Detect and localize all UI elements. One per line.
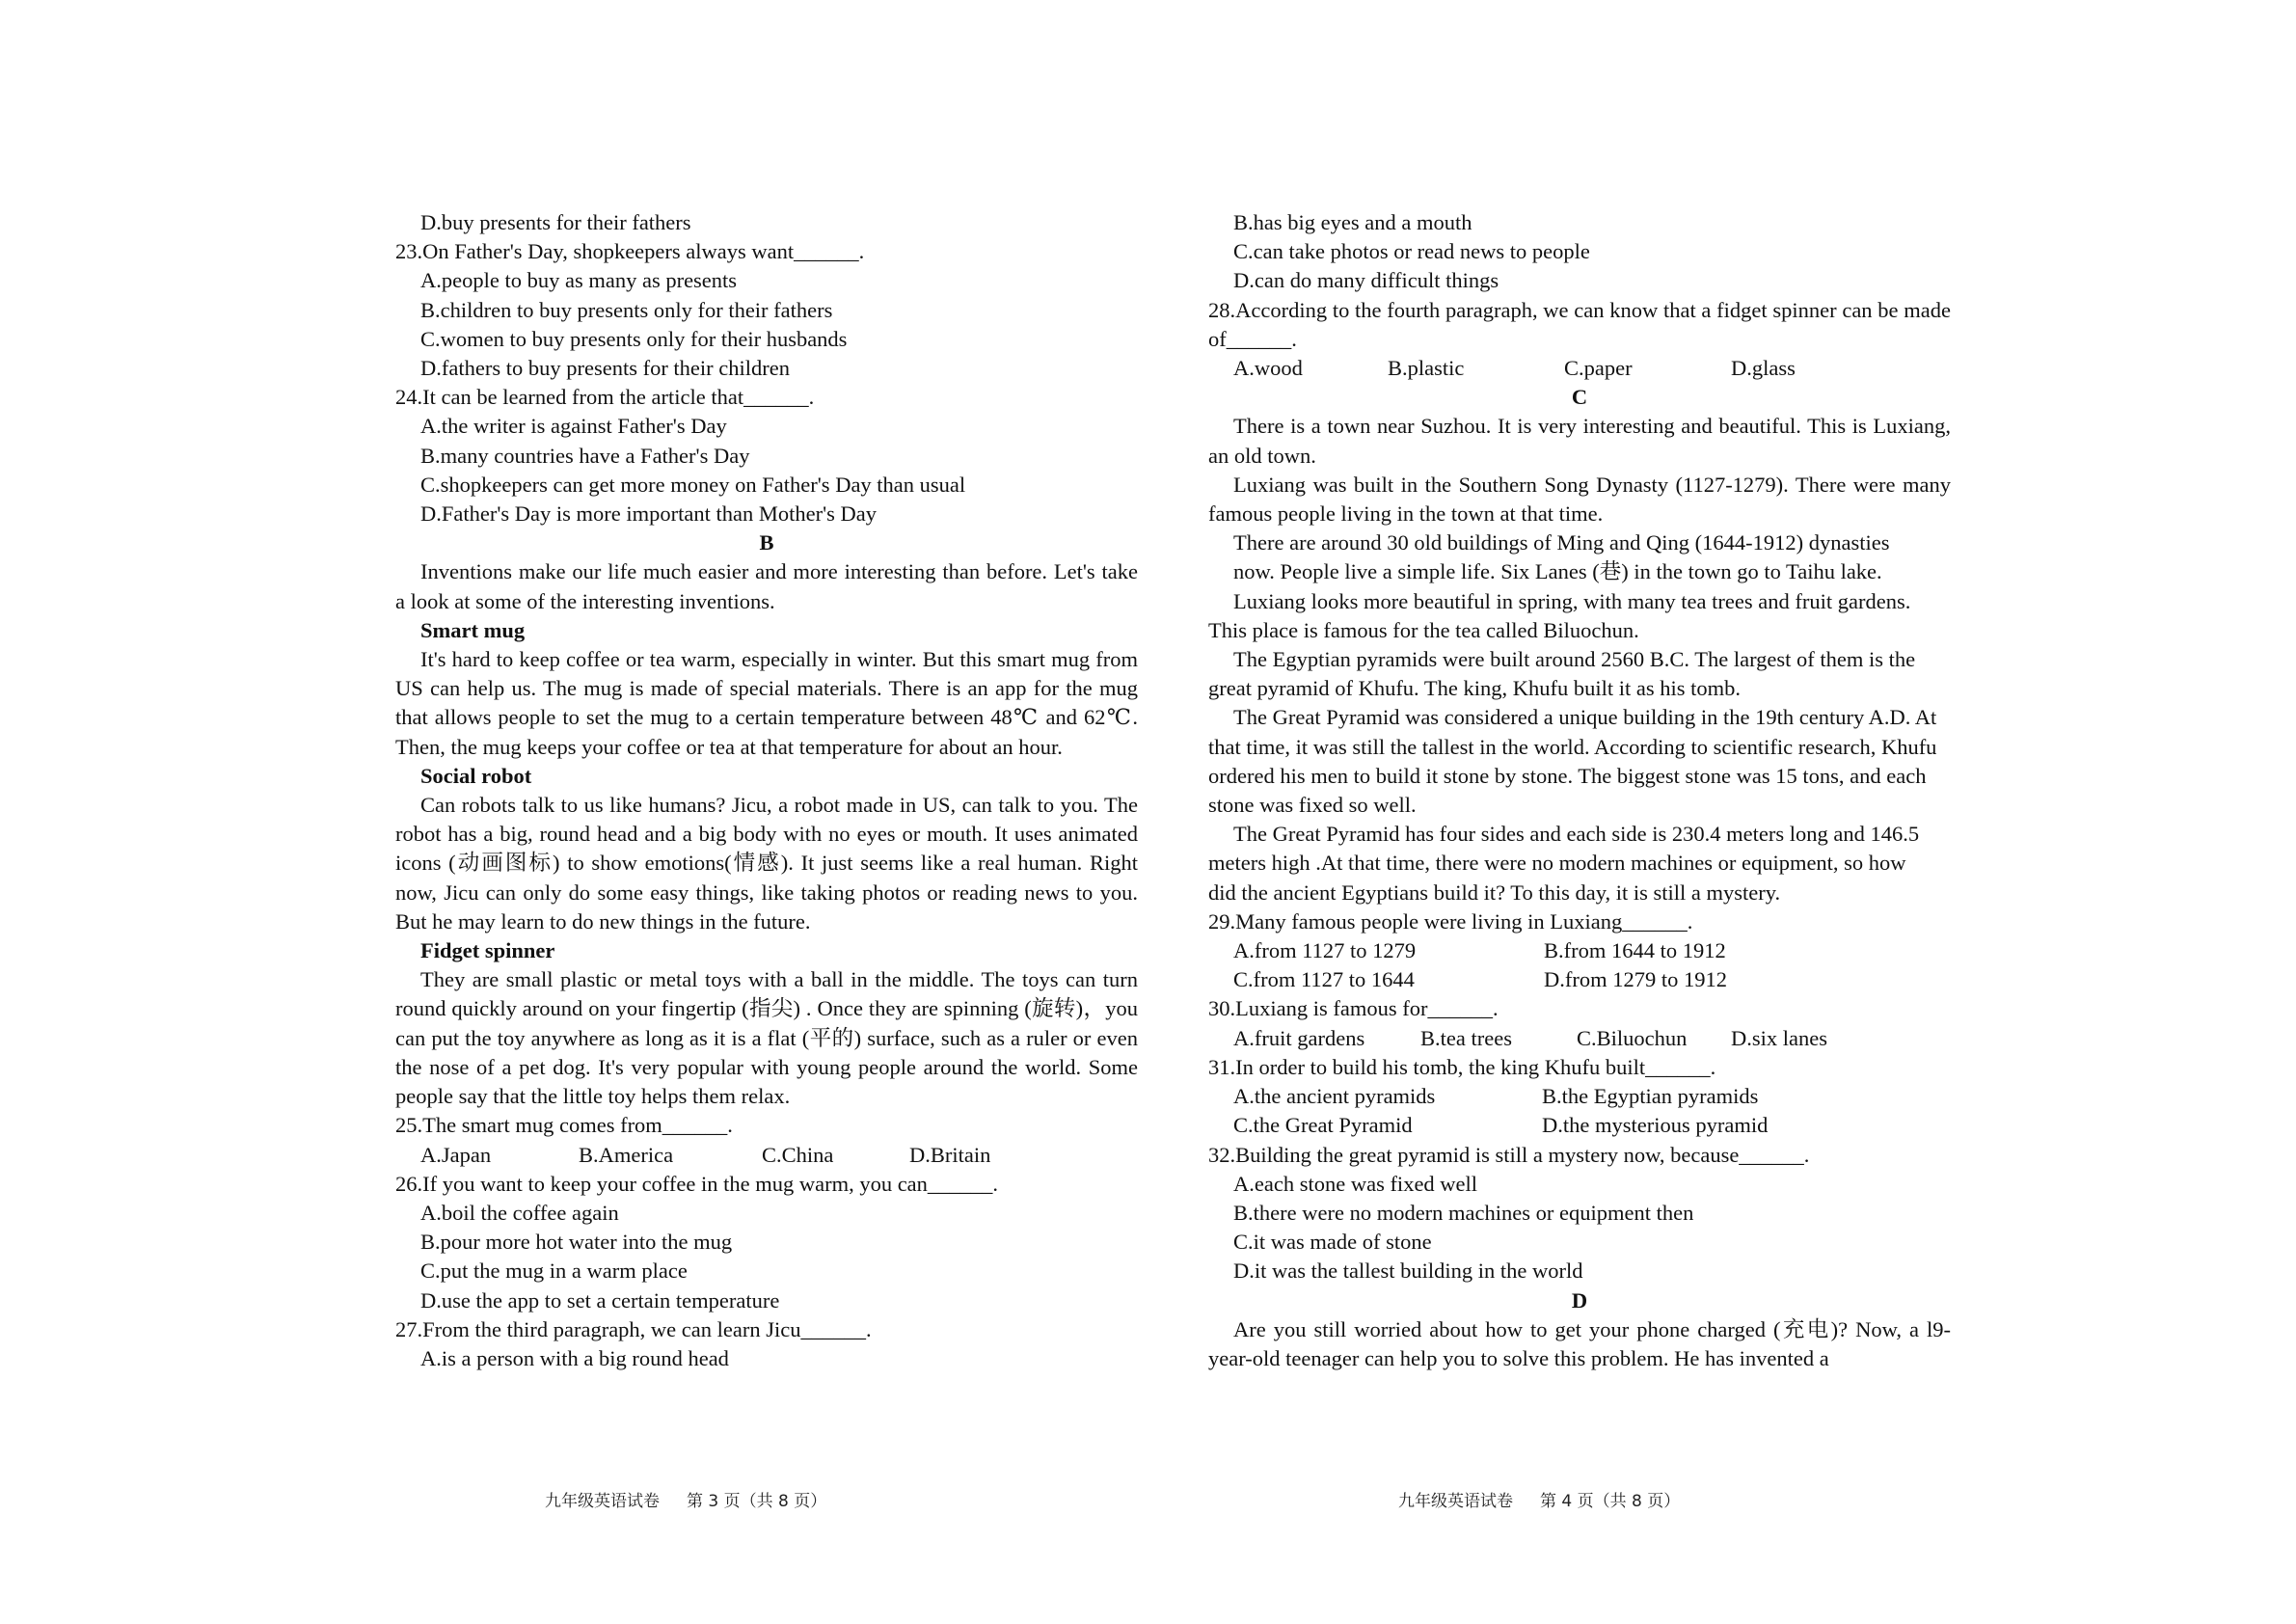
option-line: D.Father's Day is more important than Mother's Day xyxy=(420,501,878,527)
option-c: C.paper xyxy=(1564,356,1633,381)
option-c: C.the Great Pyramid xyxy=(1233,1113,1413,1138)
option-line: B.children to buy presents only for their fathers xyxy=(420,297,833,322)
option-c: C.Biluochun xyxy=(1577,1025,1688,1050)
option-row xyxy=(1208,965,1951,994)
subheading-smart-mug: Smart mug xyxy=(420,617,526,642)
option-line: C.can take photos or read news to people xyxy=(1233,239,1590,264)
option-line: B.has big eyes and a mouth xyxy=(1233,210,1472,234)
option-d: D.from 1279 to 1912 xyxy=(1544,967,1727,992)
option-c: C.China xyxy=(762,1142,834,1167)
question-29: 29.Many famous people were living in Luxiang______. xyxy=(1208,908,1693,934)
question-24: 24.It can be learned from the article that______. xyxy=(395,385,815,410)
question-26: 26.If you want to keep your coffee in the mug warm, you can______. xyxy=(395,1171,999,1196)
option-row xyxy=(1208,936,1951,965)
option-row xyxy=(1208,1024,1951,1053)
passage-paragraph: They are small plastic or metal toys with a ball in the middle. The toys can turn round quickly around on your fingertip (指尖) . Once they are spinning (旋转)，you can put the toy anywhere as long as it is a flat (平的) surface, such as a ruler or even the nose of a pet dog. It's very popular with young people around the world. Some people say that the little toy helps them relax. xyxy=(395,967,1138,1109)
right-page-footer xyxy=(1398,1487,1680,1511)
option-line: D.buy presents for their fathers xyxy=(420,210,691,234)
option-line: A.people to buy as many as presents xyxy=(420,268,738,293)
option-line: D.can do many difficult things xyxy=(1233,268,1499,293)
option-line: C.shopkeepers can get more money on Father's Day than usual xyxy=(420,472,966,497)
option-line: D.it was the tallest building in the world xyxy=(1233,1259,1583,1284)
option-line: B.pour more hot water into the mug xyxy=(420,1230,733,1255)
option-row xyxy=(1208,354,1951,383)
passage-paragraph: Inventions make our life much easier and more interesting than before. Let's take a look at some of the interesting inventions. xyxy=(395,559,1138,613)
footer-page-number: 第 4 页（共 8 页） xyxy=(1540,1492,1681,1511)
section-heading-d: D xyxy=(1571,1287,1588,1313)
footer-subject: 九年级英语试卷 xyxy=(1398,1492,1513,1511)
left-page-footer xyxy=(545,1487,826,1511)
question-32: 32.Building the great pyramid is still a mystery now, because______. xyxy=(1208,1142,1810,1167)
question-28: 28.According to the fourth paragraph, we can know that a fidget spinner can be made of______. xyxy=(1208,297,1951,351)
option-row xyxy=(1208,1111,1951,1140)
option-line: D.fathers to buy presents for their children xyxy=(420,356,791,381)
option-b: B.America xyxy=(579,1142,674,1167)
question-23: 23.On Father's Day, shopkeepers always want______. xyxy=(395,239,865,264)
passage-paragraph: The Great Pyramid was considered a unique building in the 19th century A.D. At that time, it was still the tallest in the world. According to scientific research, Khufu ordered his men to build it stone by stone. The biggest stone was 15 tons, and each stone was fixed so well. xyxy=(1208,705,1937,818)
option-a: A.from 1127 to 1279 xyxy=(1233,938,1417,963)
right-page-column xyxy=(1208,208,1951,1373)
passage-paragraph: Luxiang looks more beautiful in spring, with many tea trees and fruit gardens. This place is famous for the tea called Biluochun. xyxy=(1208,588,1911,642)
passage-paragraph: Can robots talk to us like humans? Jicu, a robot made in US, can talk to you. The robot has a big, round head and a big body with no eyes or mouth. It uses animated icons (动画图标) to show emotions(情感). It just seems like a real human. Right now, Jicu can only do some easy things, like taking photos or reading news to you. But he may learn to do new things in the future. xyxy=(395,793,1138,934)
option-a: A.fruit gardens xyxy=(1233,1025,1365,1050)
passage-paragraph: The Egyptian pyramids were built around 2560 B.C. The largest of them is the great pyramid of Khufu. The king, Khufu built it as his tomb. xyxy=(1208,647,1916,701)
subheading-social-robot: Social robot xyxy=(420,763,532,788)
footer-page-number: 第 3 页（共 8 页） xyxy=(687,1492,827,1511)
option-a: A.the ancient pyramids xyxy=(1233,1084,1436,1109)
option-b: B.the Egyptian pyramids xyxy=(1542,1084,1759,1109)
subheading-fidget-spinner: Fidget spinner xyxy=(420,938,555,963)
option-line: A.each stone was fixed well xyxy=(1233,1171,1478,1196)
option-line: B.there were no modern machines or equipment then xyxy=(1233,1200,1694,1225)
option-d: D.six lanes xyxy=(1731,1025,1827,1050)
option-line: A.is a person with a big round head xyxy=(420,1345,729,1370)
option-line: A.boil the coffee again xyxy=(420,1200,619,1225)
option-line: D.use the app to set a certain temperature xyxy=(420,1287,780,1313)
option-d: D.the mysterious pyramid xyxy=(1542,1113,1769,1138)
option-line: A.the writer is against Father's Day xyxy=(420,414,727,439)
left-page-column xyxy=(395,208,1138,1373)
option-line: B.many countries have a Father's Day xyxy=(420,443,750,468)
passage-line: now. People live a simple life. Six Lanes (巷) in the town go to Taihu lake. xyxy=(1233,559,1882,584)
question-25: 25.The smart mug comes from______. xyxy=(395,1113,733,1138)
option-line: C.it was made of stone xyxy=(1233,1230,1432,1255)
passage-paragraph: Are you still worried about how to get your phone charged (充电)? Now, a l9-year-old teenager can help you to solve this problem. He has invented a xyxy=(1208,1316,1951,1370)
option-c: C.from 1127 to 1644 xyxy=(1233,967,1415,992)
option-b: B.plastic xyxy=(1388,356,1465,381)
option-row xyxy=(1208,1082,1951,1111)
question-31: 31.In order to build his tomb, the king Khufu built______. xyxy=(1208,1054,1716,1079)
option-b: B.tea trees xyxy=(1420,1025,1512,1050)
option-d: D.Britain xyxy=(909,1142,991,1167)
option-line: C.women to buy presents only for their husbands xyxy=(420,326,848,351)
question-30: 30.Luxiang is famous for______. xyxy=(1208,996,1499,1021)
question-27: 27.From the third paragraph, we can learn Jicu______. xyxy=(395,1316,872,1341)
section-heading-b: B xyxy=(759,530,774,555)
option-d: D.glass xyxy=(1731,356,1796,381)
option-b: B.from 1644 to 1912 xyxy=(1544,938,1726,963)
section-heading-c: C xyxy=(1571,385,1588,410)
option-a: A.wood xyxy=(1233,356,1303,381)
passage-paragraph: Luxiang was built in the Southern Song Dynasty (1127-1279). There were many famous people living in the town at that time. xyxy=(1208,472,1951,527)
passage-paragraph: It's hard to keep coffee or tea warm, especially in winter. But this smart mug from US can help us. The mug is made of special materials. There is an app for the mug that allows people to set the mug to a certain temperature between 48℃ and 62℃. Then, the mug keeps your coffee or tea at that temperature for about an hour. xyxy=(395,647,1138,759)
passage-line: There are around 30 old buildings of Ming and Qing (1644-1912) dynasties xyxy=(1233,530,1890,555)
option-row xyxy=(395,1141,1138,1170)
option-line: C.put the mug in a warm place xyxy=(420,1259,688,1284)
passage-paragraph: The Great Pyramid has four sides and each side is 230.4 meters long and 146.5 meters high .At that time, there were no modern machines or equipment, so how xyxy=(1208,822,1920,876)
passage-line: did the ancient Egyptians build it? To this day, it is still a mystery. xyxy=(1208,880,1781,905)
footer-subject: 九年级英语试卷 xyxy=(545,1492,660,1511)
passage-paragraph: There is a town near Suzhou. It is very interesting and beautiful. This is Luxiang, an old town. xyxy=(1208,414,1951,468)
option-a: A.Japan xyxy=(420,1142,492,1167)
